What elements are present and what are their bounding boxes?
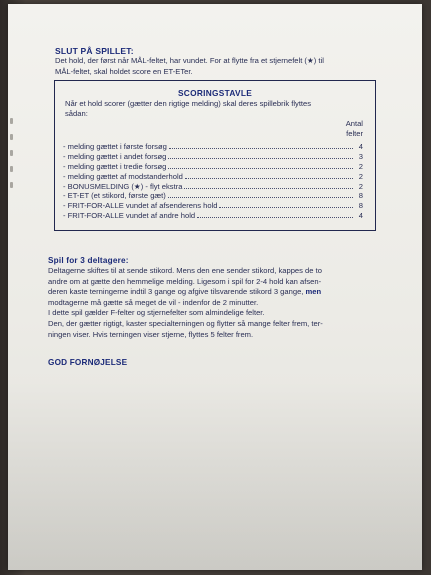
row-value: 8 — [358, 191, 363, 201]
row-value: 2 — [358, 181, 363, 191]
three-players-line-7: ningen viser. Hvis terningen viser stjerne, flyttes 5 felter frem. — [48, 329, 254, 339]
scoring-row — [63, 152, 363, 162]
row-value: 2 — [358, 171, 363, 181]
closing-text: GOD FORNØJELSE — [48, 358, 128, 367]
end-of-game-line-1: Det hold, der først når MÅL-feltet, har vundet. For at flytte fra et stjernefelt (★) til — [55, 56, 324, 65]
row-value: 2 — [358, 161, 363, 171]
scoring-row — [63, 172, 363, 182]
scoring-row — [63, 191, 363, 201]
row-label: - BONUSMELDING (★) - flyt ekstra — [63, 181, 183, 191]
dot-leader — [169, 142, 353, 149]
dot-leader — [184, 182, 353, 189]
dot-leader — [168, 152, 353, 159]
three-players-line-6: Den, der gætter rigtigt, kaster specialterningen og flytter så mange felter frem, ter- — [48, 318, 323, 328]
dot-leader — [185, 172, 353, 179]
row-value: 8 — [358, 201, 363, 211]
three-players-text — [48, 266, 323, 340]
three-players-line-3-bold: men — [305, 287, 322, 297]
three-players-line-1: Deltagerne skiftes til at sende stikord. Mens den ene sender stikord, kappes de to — [48, 266, 322, 275]
three-players-line-4: modtagerne må gætte så meget de vil - indenfor de 2 minutter. — [48, 297, 259, 307]
end-of-game-heading: SLUT PÅ SPILLET: — [55, 46, 134, 56]
row-value: 4 — [358, 142, 363, 151]
row-label: - melding gættet i andet forsøg — [63, 151, 167, 161]
dot-leader — [168, 162, 353, 169]
binding-staples — [10, 118, 16, 208]
three-players-line-5: I dette spil gælder F-felter og stjernefelter som almindelige felter. — [48, 308, 265, 318]
three-players-line-3 — [48, 287, 323, 298]
row-value: 4 — [358, 211, 363, 221]
scoring-row — [63, 162, 363, 172]
three-players-line-2: andre om at gætte den hemmelige melding. Ligesom i spil for 2-4 hold kan afsen- — [48, 276, 322, 286]
row-value: 3 — [358, 151, 363, 161]
end-of-game-text — [55, 56, 324, 77]
row-label: - melding gættet af modstanderhold — [63, 171, 183, 181]
dot-leader — [219, 201, 353, 208]
row-label: - ET-ET (et stikord, første gæt) — [63, 191, 166, 201]
fields-column-header — [346, 119, 363, 139]
row-label: - melding gættet i tredie forsøg — [63, 161, 167, 171]
three-players-heading: Spil for 3 deltagere: — [48, 256, 129, 265]
dot-leader — [168, 191, 353, 198]
column-header-line-2: felter — [346, 129, 363, 138]
scoring-title: SCORINGSTAVLE — [177, 88, 253, 98]
scoring-row — [63, 211, 363, 221]
end-of-game-line-2: MÅL-feltet, skal holdet score en ET-ETer. — [55, 66, 193, 76]
dot-leader — [197, 211, 353, 218]
three-players-line-3-text: deren kaste terningerne indtil 3 gange og afgive tilsvarende stikord 3 gange, — [48, 287, 304, 297]
scoring-intro-line-1: Når et hold scorer (gætter den rigtige melding) skal deres spillebrik flyttes — [65, 99, 312, 108]
scoring-intro — [65, 99, 365, 119]
scoring-row — [63, 201, 363, 211]
scoring-intro-line-2: sådan: — [65, 109, 88, 118]
scoring-table-box — [54, 80, 376, 231]
row-label: - FRIT-FOR-ALLE vundet af afsenderens hold — [63, 201, 218, 211]
row-label: - melding gættet i første forsøg — [63, 142, 167, 151]
scoring-row — [63, 142, 363, 152]
scoring-rows — [63, 142, 363, 221]
scoring-row — [63, 182, 363, 192]
column-header-line-1: Antal — [345, 119, 363, 128]
row-label: - FRIT-FOR-ALLE vundet af andre hold — [63, 211, 196, 221]
